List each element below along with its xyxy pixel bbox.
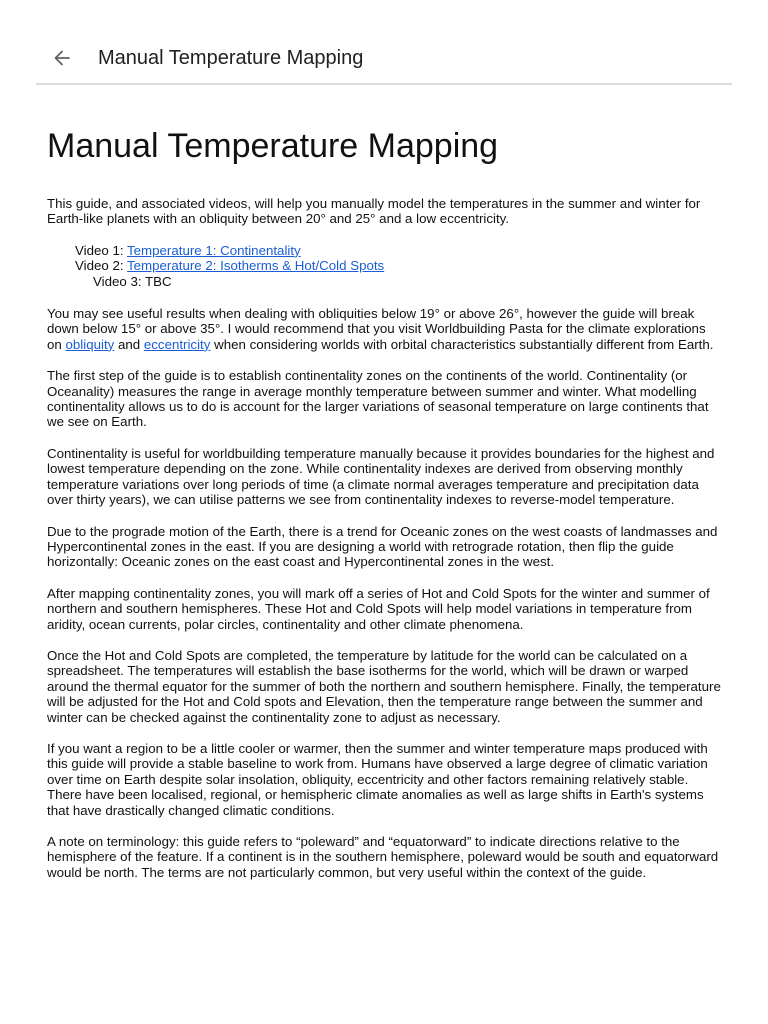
video-list [47, 243, 723, 289]
paragraph-hot-cold-spots: After mapping continentality zones, you will mark off a series of Hot and Cold Spots for the winter and summer of northern and southern hemispheres. These Hot and Cold Spots will help model variations in temperature from aridity, ocean currents, polar circles, continentality and other climate phenomena. [47, 585, 710, 632]
video-item [47, 243, 723, 258]
app-bar-title: Manual Temperature Mapping [98, 47, 364, 69]
page-title: Manual Temperature Mapping [47, 127, 499, 165]
video-prefix: Video 2: [75, 258, 128, 274]
intro-paragraph: This guide, and associated videos, will help you manually model the temperatures in the summer and winter for Earth-like planets with an obliquity between 20° and 25° and a low eccentricity. [47, 196, 701, 227]
paragraph-terminology: A note on terminology: this guide refers to “poleward” and “equatorward” to indicate directions relative to the hemisphere of the feature. If a continent is in the southern hemisphere, poleward would be south and equatorward would be north. The terms are not particularly common, but very useful within the context of the guide. [47, 834, 719, 880]
top-app-bar [36, 30, 732, 85]
paragraph-text: when considering worlds with orbital characteristics substantially different from Earth. [210, 336, 714, 352]
paragraph-isotherms: Once the Hot and Cold Spots are completed, the temperature by latitude for the world can be calculated on a spreadsheet. The temperatures will establish the base isotherms for the world, which will be drawn or warped around the thermal equator for the summer of both the northern and southern hemisphere. Finally, the temperature will be adjusted for the Hot and Cold spots and Elevation, then the temperature range between the summer and winter can be checked against the continentality zone to adjust as necessary. [47, 647, 721, 725]
paragraph-text: and [114, 336, 144, 352]
paragraph-text: You may see useful results when dealing with obliquities below 19° or above 26°, however the guide will break down below 15° or above 35°. I would recommend that you visit Worldbuilding Pasta for the climate explorations on [47, 306, 706, 352]
video-item [47, 274, 723, 289]
paragraph-continentality-zones: The first step of the guide is to establish continentality zones on the continents of the world. Continentality (or Oceanality) measures the range in average monthly temperature between summer and winter. What modelling continentality allows us to do is account for the larger variations of seasonal temperature on large continents that we see on Earth. [47, 368, 709, 430]
video-link-isotherms[interactable]: Temperature 2: Isotherms & Hot/Cold Spots [127, 258, 385, 274]
paragraph-climate-variation: If you want a region to be a little cooler or warmer, then the summer and winter temperature maps produced with this guide will provide a stable baseline to work from. Humans have observed a large degree of climatic variation over time on Earth despite solar insolation, obliquity, eccentricity and other factors remaining relatively stable. There have been localised, regional, or hemispheric climate anomalies as well as large shifts in Earth's systems that have drastically changed climatic conditions. [47, 740, 708, 818]
obliquity-paragraph [47, 306, 723, 352]
article [47, 124, 723, 896]
arrow-left-icon [52, 48, 72, 68]
paragraph-prograde-motion: Due to the prograde motion of the Earth, there is a trend for Oceanic zones on the west coasts of landmasses and Hypercontinental zones in the east. If you are designing a world with retrograde rotation, then flip the guide horizontally: Oceanic zones on the east coast and Hypercontinental zones in the west. [47, 523, 718, 570]
video-link-continentality[interactable]: Temperature 1: Continentality [127, 242, 301, 258]
video-prefix: Video 1: [75, 242, 128, 258]
video-prefix: Video 3: TBC [93, 273, 172, 289]
back-button[interactable] [48, 44, 76, 72]
eccentricity-link[interactable]: eccentricity [143, 336, 211, 352]
obliquity-link[interactable]: obliquity [65, 336, 115, 352]
video-item [47, 258, 723, 273]
paragraph-continentality-use: Continentality is useful for worldbuilding temperature manually because it provides boundaries for the highest and lowest temperature depending on the zone. While continentality indexes are derived from observing monthly temperature variations over long periods of time (a climate normal averages temperature and precipitation data over thirty years), we can utilise patterns we see from continentality indexes to reverse-model temperature. [47, 445, 715, 508]
